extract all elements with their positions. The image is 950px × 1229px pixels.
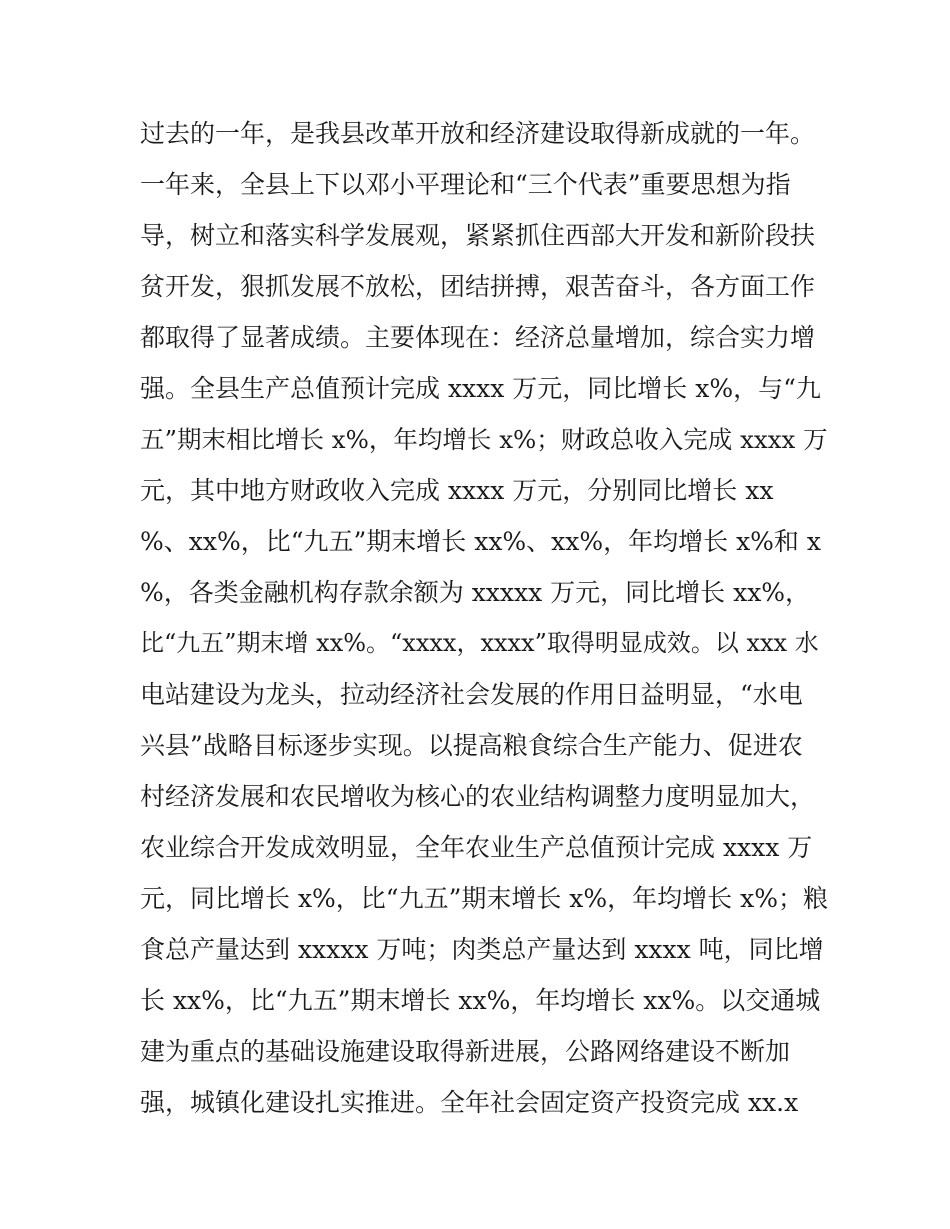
- text-line: 导，树立和落实科学发展观，紧紧抓住西部大开发和新阶段扶: [140, 221, 816, 250]
- text-line: 元，其中地方财政收入完成 xxxx 万元，分别同比增长 xx: [140, 476, 774, 505]
- text-line: 都取得了显著成绩。主要体现在：经济总量增加，综合实力增: [140, 323, 816, 352]
- text-line: 五”期末相比增长 x%，年均增长 x%；财政总收入完成 xxxx 万: [140, 425, 828, 454]
- text-line: 食总产量达到 xxxxx 万吨；肉类总产量达到 xxxx 吨，同比增: [140, 935, 824, 964]
- text-line: 兴县”战略目标逐步实现。以提高粮食综合生产能力、促进农: [140, 731, 803, 760]
- text-line: 长 xx%，比“九五”期末增长 xx%，年均增长 xx%。以交通城: [140, 986, 821, 1015]
- text-line: 农业综合开发成效明显，全年农业生产总值预计完成 xxxx 万: [140, 833, 813, 862]
- text-line: %，各类金融机构存款余额为 xxxxx 万元，同比增长 xx%，: [140, 578, 811, 607]
- body-paragraph: [140, 108, 828, 1128]
- text-line: 村经济发展和农民增收为核心的农业结构调整力度明显加大，: [140, 782, 816, 811]
- text-line: 贫开发，狠抓发展不放松，团结拼搏，艰苦奋斗，各方面工作: [140, 272, 816, 301]
- text-line: 建为重点的基础设施建设取得新进展，公路网络建设不断加: [140, 1037, 791, 1066]
- text-line: 一年来，全县上下以邓小平理论和“三个代表”重要思想为指: [140, 170, 791, 199]
- text-line: 过去的一年，是我县改革开放和经济建设取得新成就的一年。: [140, 119, 816, 148]
- text-line: 元，同比增长 x%，比“九五”期末增长 x%，年均增长 x%；粮: [140, 884, 828, 913]
- text-line: %、xx%，比“九五”期末增长 xx%、xx%，年均增长 x%和 x: [140, 527, 821, 556]
- text-line: 比“九五”期末增 xx%。“xxxx，xxxx”取得明显成效。以 xxx 水: [140, 629, 819, 657]
- text-line: 强，城镇化建设扎实推进。全年社会固定资产投资完成 xx.x: [140, 1088, 799, 1117]
- text-line: 强。全县生产总值预计完成 xxxx 万元，同比增长 x%，与“九: [140, 374, 821, 403]
- text-line: 电站建设为龙头，拉动经济社会发展的作用日益明显，“水电: [140, 680, 803, 709]
